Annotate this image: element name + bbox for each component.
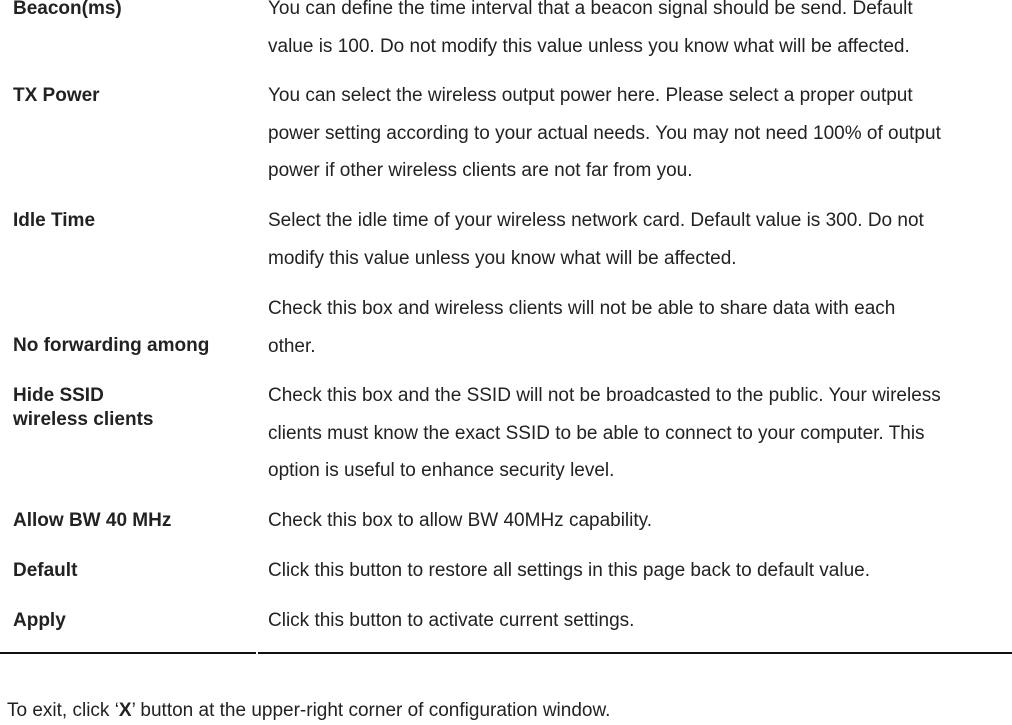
desc-tx-power <box>268 77 1012 190</box>
term-default: Default <box>13 560 78 581</box>
desc-apply <box>268 602 1012 640</box>
desc-line: Check this box and the SSID will not be broadcasted to the public. Your wireless <box>268 385 941 406</box>
desc-line: Click this button to activate current settings. <box>268 610 635 631</box>
table-bottom-rule-right <box>258 652 1012 654</box>
desc-line: Check this box to allow BW 40MHz capability. <box>268 510 653 531</box>
desc-line: You can define the time interval that a beacon signal should be send. Default <box>268 0 913 19</box>
term-hide-ssid: Hide SSID <box>13 385 104 406</box>
desc-hide-ssid <box>268 377 1012 490</box>
term-allow-bw: Allow BW 40 MHz <box>13 510 172 531</box>
exit-instruction <box>7 697 610 725</box>
desc-no-forwarding <box>268 290 1012 365</box>
desc-beacon <box>268 0 1012 65</box>
desc-line: clients must know the exact SSID to be able to connect to your computer. This <box>268 422 925 444</box>
term-apply: Apply <box>13 610 66 631</box>
desc-line: Select the idle time of your wireless network card. Default value is 300. Do not <box>268 210 924 231</box>
footer-key: X <box>118 700 132 721</box>
term-line: No forwarding among <box>13 335 210 356</box>
desc-default <box>268 552 1012 590</box>
table-bottom-rule-left <box>0 652 256 654</box>
desc-allow-bw <box>268 502 1012 540</box>
desc-line: modify this value unless you know what will be affected. <box>268 247 737 269</box>
term-line: wireless clients <box>13 409 154 430</box>
desc-line: Check this box and wireless clients will not be able to share data with each <box>268 298 896 319</box>
term-tx-power: TX Power <box>13 85 100 106</box>
desc-line: power setting according to your actual needs. You may not need 100% of output <box>268 122 941 144</box>
footer-suffix: ’ button at the upper-right corner of configuration window. <box>131 700 611 721</box>
desc-line: power if other wireless clients are not far from you. <box>268 160 693 181</box>
desc-line: value is 100. Do not modify this value unless you know what will be affected. <box>268 35 910 57</box>
footer-prefix: To exit, click ‘ <box>7 700 119 721</box>
desc-line: You can select the wireless output power here. Please select a proper output <box>268 85 913 106</box>
desc-line: other. <box>268 335 316 357</box>
term-beacon: Beacon(ms) <box>13 0 122 19</box>
term-idle-time: Idle Time <box>13 210 96 231</box>
desc-idle-time <box>268 202 1012 277</box>
desc-line: Click this button to restore all settings in this page back to default value. <box>268 560 870 581</box>
desc-line: option is useful to enhance security level. <box>268 460 615 481</box>
